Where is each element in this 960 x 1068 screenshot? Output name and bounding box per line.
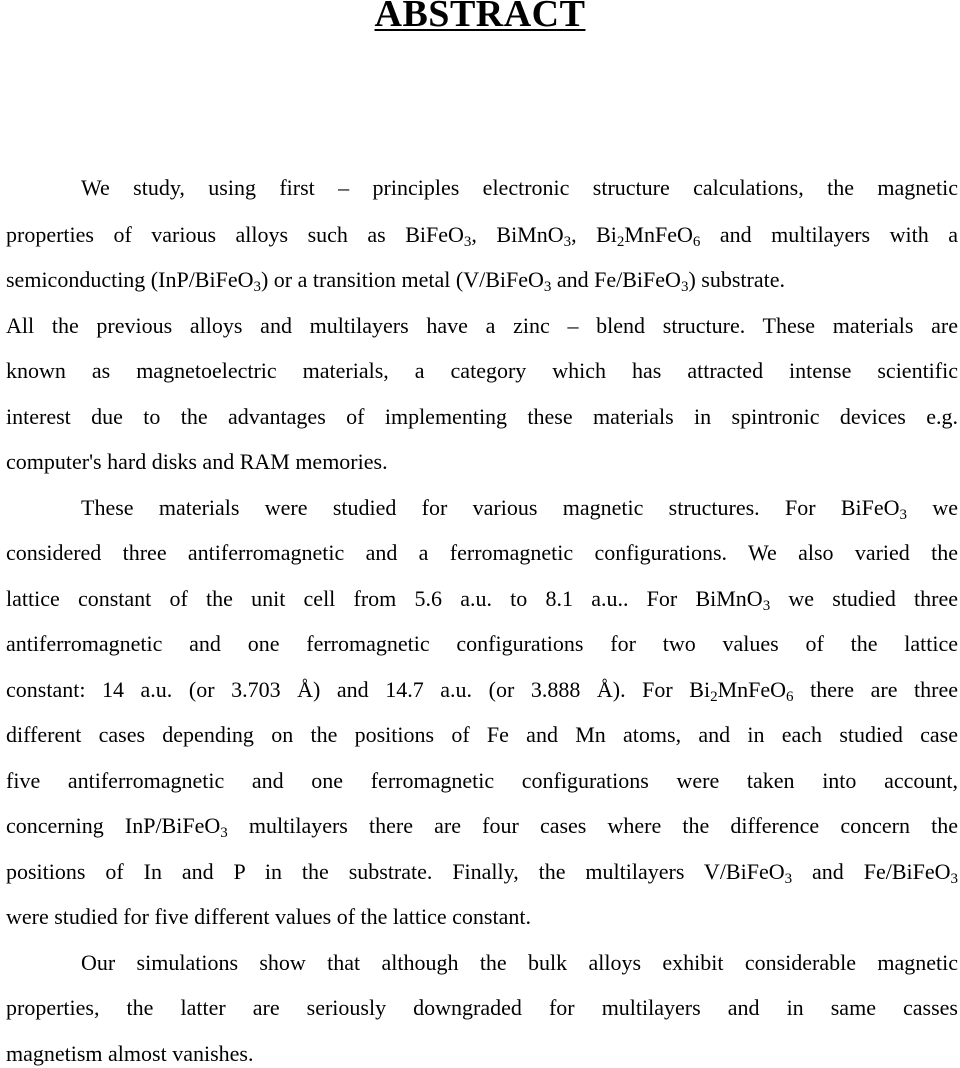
subscript: 3: [543, 279, 552, 295]
page-title: ABSTRACT: [374, 0, 586, 35]
text-segment: ) or a transition metal (V/BiFeO: [260, 267, 544, 292]
text-segment: lattice constant of the unit cell from 5.6 a.u. to 8.1 a.u.. For BiMnO: [6, 586, 763, 611]
text-segment: interest due to the advantages of implementing these materials in spintronic devices e.g.: [6, 404, 958, 429]
text-line: [6, 768, 958, 794]
text-segment: and Fe/BiFeO: [551, 267, 681, 292]
text-line: [6, 586, 958, 612]
subscript: 3: [563, 234, 572, 250]
text-segment: antiferromagnetic and one ferromagnetic configurations for two values of the lattice: [6, 631, 958, 656]
text-line: [6, 722, 958, 748]
subscript: 3: [899, 507, 908, 523]
text-segment: we studied three: [770, 586, 958, 611]
text-segment: , Bi: [571, 222, 617, 247]
text-segment: properties, the latter are seriously downgraded for multilayers and in same casses: [6, 995, 958, 1020]
text-segment: were studied for five different values of the lattice constant.: [6, 904, 531, 929]
text-line: [6, 995, 958, 1021]
text-line: [6, 904, 958, 930]
text-segment: ) substrate.: [688, 267, 785, 292]
text-line: [6, 358, 958, 384]
text-line: [6, 631, 958, 657]
text-segment: MnFeO: [717, 677, 787, 702]
text-segment: there are three: [793, 677, 958, 702]
text-line: [6, 677, 958, 703]
text-segment: five antiferromagnetic and one ferromagnetic configurations were taken into account,: [6, 768, 958, 793]
text-segment: multilayers there are four cases where the difference concern the: [227, 813, 958, 838]
text-line: [6, 313, 958, 339]
text-segment: , BiMnO: [471, 222, 564, 247]
text-segment: positions of In and P in the substrate. Finally, the multilayers V/BiFeO: [6, 859, 785, 884]
text-line: [6, 449, 958, 475]
text-line: [6, 859, 958, 885]
text-segment: different cases depending on the positions of Fe and Mn atoms, and in each studied case: [6, 722, 958, 747]
text-segment: considered three antiferromagnetic and a ferromagnetic configurations. We also varied the: [6, 540, 958, 565]
text-segment: computer's hard disks and RAM memories.: [6, 449, 388, 474]
text-line: [81, 950, 958, 976]
text-segment: magnetism almost vanishes.: [6, 1041, 254, 1066]
text-segment: semiconducting (InP/BiFeO: [6, 267, 254, 292]
text-segment: Our simulations show that although the bulk alloys exhibit considerable magnetic: [81, 950, 958, 975]
subscript: 3: [762, 598, 771, 614]
text-line: [6, 222, 958, 248]
subscript: 6: [692, 234, 701, 250]
text-segment: All the previous alloys and multilayers have a zinc – blend structure. These materials are: [6, 313, 958, 338]
text-line: [81, 175, 958, 201]
text-segment: we: [907, 495, 958, 520]
subscript: 2: [710, 689, 718, 705]
text-segment: properties of various alloys such as BiFeO: [6, 222, 464, 247]
text-segment: and Fe/BiFeO: [792, 859, 951, 884]
text-segment: constant: 14 a.u. (or 3.703 Å) and 14.7 a.u. (or 3.888 Å). For Bi: [6, 677, 711, 702]
text-line: [6, 540, 958, 566]
text-line: [6, 404, 958, 430]
text-segment: known as magnetoelectric materials, a category which has attracted intense scientific: [6, 358, 958, 383]
subscript: 3: [680, 279, 689, 295]
text-segment: concerning InP/BiFeO: [6, 813, 221, 838]
text-segment: We study, using first – principles electronic structure calculations, the magnetic: [81, 175, 958, 200]
text-line: [6, 1041, 958, 1067]
text-line: [6, 267, 958, 293]
subscript: 3: [463, 234, 472, 250]
text-segment: and multilayers with a: [700, 222, 958, 247]
subscript: 6: [786, 689, 794, 705]
subscript: 2: [616, 234, 625, 250]
subscript: 3: [784, 871, 793, 887]
text-segment: These materials were studied for various magnetic structures. For BiFeO: [81, 495, 900, 520]
subscript: 3: [253, 279, 261, 295]
text-line: [6, 813, 958, 839]
subscript: 3: [220, 825, 228, 841]
text-line: [81, 495, 958, 521]
subscript: 3: [950, 871, 958, 887]
text-segment: MnFeO: [624, 222, 693, 247]
